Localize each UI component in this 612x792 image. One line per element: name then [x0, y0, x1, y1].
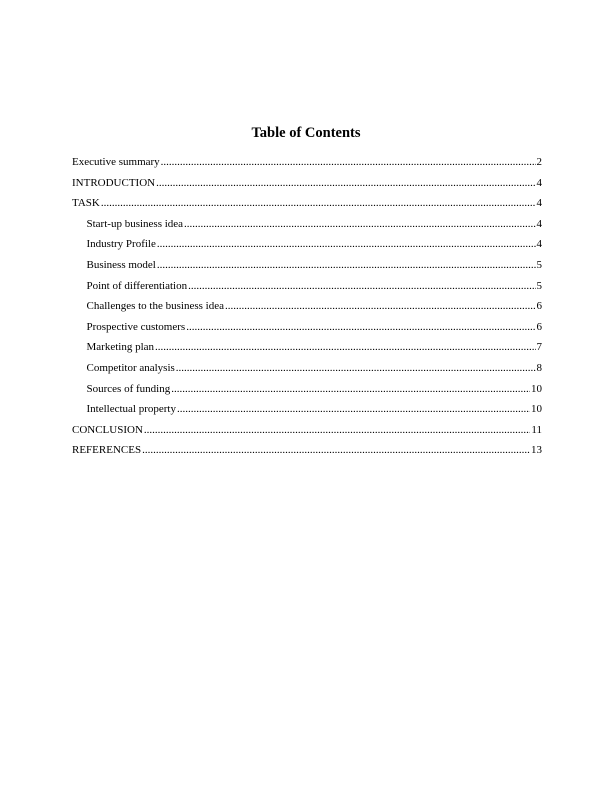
toc-entry-industry-profile[interactable] — [72, 236, 542, 257]
toc-entry-sources-of-funding[interactable] — [72, 381, 542, 402]
toc-entry-conclusion[interactable] — [72, 422, 542, 443]
toc-entry-references[interactable] — [72, 442, 542, 463]
toc-entry-page: 4 — [536, 176, 542, 189]
toc-entry-page: 5 — [536, 279, 542, 292]
toc-dot-leader — [142, 442, 530, 458]
toc-entry-executive-summary[interactable] — [72, 154, 542, 175]
toc-entry-page: 4 — [536, 197, 542, 210]
toc-entry-label: Challenges to the business idea — [86, 300, 224, 313]
toc-dot-leader — [157, 257, 536, 273]
toc-entry-page: 6 — [536, 320, 542, 333]
toc-entry-page: 10 — [531, 382, 542, 395]
toc-entry-introduction[interactable] — [72, 175, 542, 196]
toc-entry-label: INTRODUCTION — [72, 176, 156, 189]
toc-dot-leader — [171, 381, 530, 397]
toc-dot-leader — [184, 216, 535, 232]
toc-entry-page: 11 — [531, 423, 542, 436]
toc-entry-marketing-plan[interactable] — [72, 339, 542, 360]
toc-entry-page: 8 — [536, 361, 542, 374]
toc-entry-page: 2 — [536, 156, 542, 168]
toc-entry-page: 4 — [536, 217, 542, 230]
toc-dot-leader — [156, 175, 535, 191]
toc-entry-page: 4 — [536, 238, 542, 251]
toc-entry-prospective-customers[interactable] — [72, 319, 542, 340]
toc-entry-label: Business model — [86, 258, 156, 271]
toc-dot-leader — [188, 278, 535, 294]
toc-entry-label: Intellectual property — [86, 403, 176, 416]
toc-entry-page: 5 — [536, 258, 542, 271]
toc-entry-page: 10 — [531, 403, 542, 416]
toc-entry-page: 7 — [536, 341, 542, 354]
toc-entry-point-of-differentiation[interactable] — [72, 278, 542, 299]
toc-title: Table of Contents — [251, 125, 361, 141]
toc-entry-label: Executive summary — [72, 156, 160, 168]
toc-entry-page: 6 — [536, 300, 542, 313]
toc-dot-leader — [155, 339, 535, 355]
toc-dot-leader — [144, 422, 531, 438]
toc-dot-leader — [161, 154, 536, 170]
toc-entry-task[interactable] — [72, 195, 542, 216]
toc-entry-challenges-to-the-business-idea[interactable] — [72, 298, 542, 319]
toc-dot-leader — [177, 401, 530, 417]
toc-entry-start-up-business-idea[interactable] — [72, 216, 542, 237]
toc-dot-leader — [157, 236, 536, 252]
toc-dot-leader — [176, 360, 536, 376]
toc-entry-label: Point of differentiation — [86, 279, 188, 292]
toc-entry-page: 13 — [531, 444, 542, 457]
toc-list — [72, 154, 542, 463]
toc-entry-business-model[interactable] — [72, 257, 542, 278]
toc-entry-label: Marketing plan — [86, 341, 155, 354]
toc-entry-label: Sources of funding — [86, 382, 171, 395]
toc-entry-label: Industry Profile — [86, 238, 156, 251]
toc-entry-label: TASK — [72, 197, 100, 210]
toc-dot-leader — [186, 319, 535, 335]
toc-dot-leader — [101, 195, 536, 211]
toc-dot-leader — [225, 298, 536, 314]
toc-entry-label: Start-up business idea — [86, 217, 184, 230]
toc-entry-intellectual-property[interactable] — [72, 401, 542, 422]
toc-entry-competitor-analysis[interactable] — [72, 360, 542, 381]
toc-entry-label: Prospective customers — [86, 320, 186, 333]
toc-entry-label: REFERENCES — [72, 444, 142, 457]
toc-entry-label: CONCLUSION — [72, 423, 143, 436]
toc-entry-label: Competitor analysis — [86, 361, 175, 374]
